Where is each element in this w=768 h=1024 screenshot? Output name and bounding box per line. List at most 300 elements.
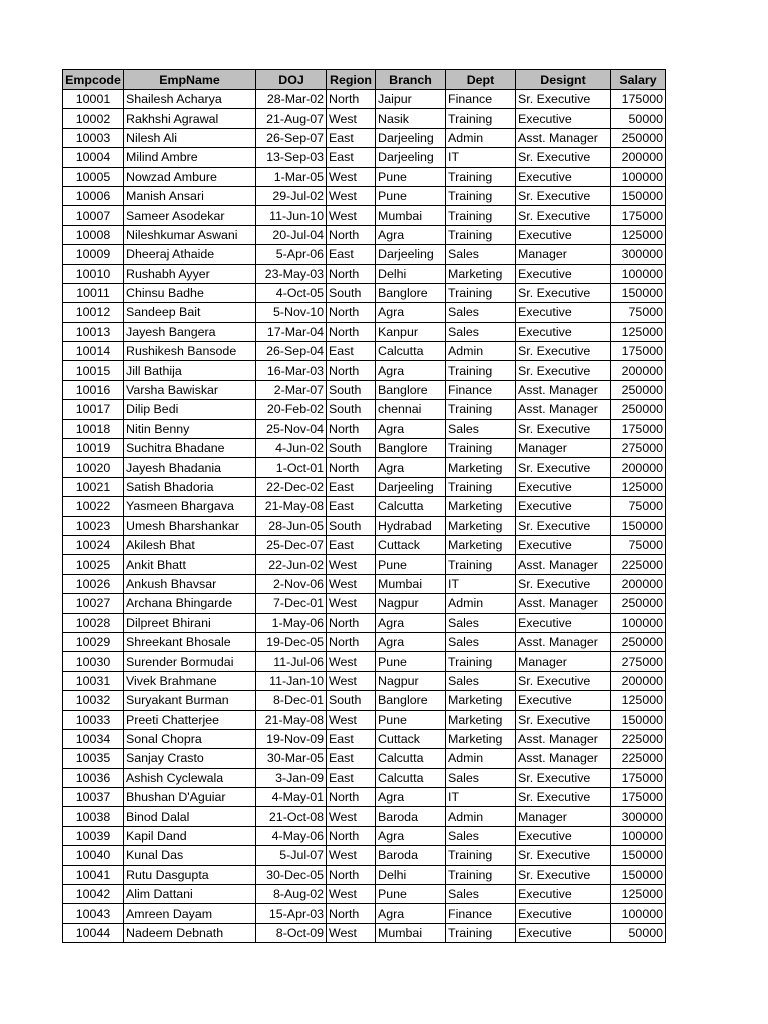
cell-branch: Calcutta (376, 497, 446, 516)
cell-region: East (327, 729, 376, 748)
cell-salary: 100000 (611, 904, 666, 923)
cell-salary: 150000 (611, 846, 666, 865)
table-row (63, 749, 666, 768)
cell-region: West (327, 846, 376, 865)
cell-doj: 28-Jun-05 (256, 516, 327, 535)
cell-empname: Milind Ambre (124, 148, 256, 167)
cell-empcode: 10025 (63, 555, 124, 574)
table-row (63, 497, 666, 516)
cell-designation: Asst. Manager (516, 632, 611, 651)
cell-branch: Banglore (376, 283, 446, 302)
cell-designation: Sr. Executive (516, 148, 611, 167)
cell-region: South (327, 283, 376, 302)
table-row (63, 710, 666, 729)
cell-region: North (327, 225, 376, 244)
cell-doj: 21-Oct-08 (256, 807, 327, 826)
cell-branch: Cuttack (376, 729, 446, 748)
cell-empcode: 10032 (63, 691, 124, 710)
cell-empname: Preeti Chatterjee (124, 710, 256, 729)
cell-empcode: 10039 (63, 826, 124, 845)
cell-empname: Varsha Bawiskar (124, 380, 256, 399)
cell-salary: 200000 (611, 671, 666, 690)
cell-salary: 300000 (611, 245, 666, 264)
cell-doj: 25-Dec-07 (256, 535, 327, 554)
cell-doj: 8-Dec-01 (256, 691, 327, 710)
cell-designation: Executive (516, 613, 611, 632)
cell-designation: Executive (516, 885, 611, 904)
table-row (63, 90, 666, 109)
cell-dept: IT (446, 574, 516, 593)
cell-region: North (327, 361, 376, 380)
cell-empcode: 10038 (63, 807, 124, 826)
cell-branch: Jaipur (376, 90, 446, 109)
cell-dept: Training (446, 652, 516, 671)
table-row (63, 458, 666, 477)
cell-empname: Binod Dalal (124, 807, 256, 826)
cell-region: South (327, 516, 376, 535)
cell-designation: Asst. Manager (516, 749, 611, 768)
cell-dept: Training (446, 923, 516, 942)
cell-branch: Baroda (376, 846, 446, 865)
cell-salary: 175000 (611, 342, 666, 361)
header-doj: DOJ (256, 70, 327, 90)
cell-dept: Admin (446, 128, 516, 147)
cell-region: West (327, 167, 376, 186)
cell-branch: Banglore (376, 439, 446, 458)
cell-dept: Training (446, 167, 516, 186)
cell-designation: Sr. Executive (516, 710, 611, 729)
cell-designation: Asst. Manager (516, 400, 611, 419)
cell-empname: Dilip Bedi (124, 400, 256, 419)
table-row (63, 885, 666, 904)
cell-empcode: 10002 (63, 109, 124, 128)
table-row (63, 264, 666, 283)
cell-region: East (327, 477, 376, 496)
cell-dept: Training (446, 206, 516, 225)
cell-designation: Sr. Executive (516, 283, 611, 302)
cell-salary: 200000 (611, 361, 666, 380)
cell-designation: Sr. Executive (516, 186, 611, 205)
cell-designation: Sr. Executive (516, 671, 611, 690)
cell-doj: 28-Mar-02 (256, 90, 327, 109)
cell-empname: Bhushan D'Aguiar (124, 788, 256, 807)
cell-salary: 100000 (611, 264, 666, 283)
table-row (63, 225, 666, 244)
cell-designation: Sr. Executive (516, 361, 611, 380)
header-dept: Dept (446, 70, 516, 90)
cell-designation: Executive (516, 477, 611, 496)
cell-empname: Yasmeen Bhargava (124, 497, 256, 516)
cell-branch: Agra (376, 632, 446, 651)
cell-branch: Agra (376, 419, 446, 438)
cell-empname: Archana Bhingarde (124, 594, 256, 613)
cell-branch: Pune (376, 885, 446, 904)
cell-salary: 250000 (611, 400, 666, 419)
cell-region: East (327, 535, 376, 554)
cell-empname: Chinsu Badhe (124, 283, 256, 302)
cell-region: North (327, 826, 376, 845)
cell-empcode: 10036 (63, 768, 124, 787)
cell-doj: 3-Jan-09 (256, 768, 327, 787)
cell-salary: 75000 (611, 497, 666, 516)
cell-empcode: 10004 (63, 148, 124, 167)
table-row (63, 400, 666, 419)
cell-doj: 11-Jun-10 (256, 206, 327, 225)
cell-branch: Banglore (376, 380, 446, 399)
cell-branch: Pune (376, 555, 446, 574)
cell-salary: 100000 (611, 826, 666, 845)
cell-salary: 250000 (611, 594, 666, 613)
cell-region: West (327, 671, 376, 690)
cell-designation: Sr. Executive (516, 90, 611, 109)
cell-branch: Calcutta (376, 768, 446, 787)
cell-empcode: 10010 (63, 264, 124, 283)
cell-empcode: 10018 (63, 419, 124, 438)
cell-salary: 150000 (611, 283, 666, 302)
cell-empname: Nilesh Ali (124, 128, 256, 147)
cell-dept: Sales (446, 303, 516, 322)
cell-dept: Training (446, 283, 516, 302)
cell-salary: 250000 (611, 632, 666, 651)
cell-empname: Shailesh Acharya (124, 90, 256, 109)
cell-empname: Nadeem Debnath (124, 923, 256, 942)
cell-empname: Manish Ansari (124, 186, 256, 205)
cell-region: North (327, 904, 376, 923)
cell-empcode: 10029 (63, 632, 124, 651)
cell-salary: 125000 (611, 691, 666, 710)
employee-table (62, 69, 666, 943)
cell-empcode: 10026 (63, 574, 124, 593)
cell-empname: Nileshkumar Aswani (124, 225, 256, 244)
cell-dept: Marketing (446, 516, 516, 535)
cell-region: North (327, 322, 376, 341)
cell-empname: Nowzad Ambure (124, 167, 256, 186)
cell-doj: 8-Aug-02 (256, 885, 327, 904)
cell-empcode: 10013 (63, 322, 124, 341)
cell-doj: 2-Mar-07 (256, 380, 327, 399)
cell-salary: 150000 (611, 186, 666, 205)
cell-designation: Asst. Manager (516, 128, 611, 147)
table-row (63, 245, 666, 264)
cell-empcode: 10020 (63, 458, 124, 477)
cell-branch: Kanpur (376, 322, 446, 341)
cell-designation: Executive (516, 535, 611, 554)
cell-empcode: 10009 (63, 245, 124, 264)
cell-empcode: 10016 (63, 380, 124, 399)
table-row (63, 729, 666, 748)
table-row (63, 652, 666, 671)
cell-dept: Training (446, 361, 516, 380)
cell-dept: Training (446, 109, 516, 128)
cell-designation: Executive (516, 826, 611, 845)
cell-empname: Shreekant Bhosale (124, 632, 256, 651)
cell-region: East (327, 342, 376, 361)
cell-branch: Hydrabad (376, 516, 446, 535)
cell-empname: Jill Bathija (124, 361, 256, 380)
cell-doj: 5-Jul-07 (256, 846, 327, 865)
cell-designation: Executive (516, 167, 611, 186)
cell-region: South (327, 380, 376, 399)
cell-region: East (327, 148, 376, 167)
cell-empcode: 10014 (63, 342, 124, 361)
cell-doj: 22-Jun-02 (256, 555, 327, 574)
cell-empcode: 10042 (63, 885, 124, 904)
cell-region: North (327, 90, 376, 109)
cell-designation: Asst. Manager (516, 555, 611, 574)
cell-region: North (327, 458, 376, 477)
cell-dept: IT (446, 788, 516, 807)
cell-dept: Training (446, 846, 516, 865)
cell-empname: Rutu Dasgupta (124, 865, 256, 884)
cell-dept: Marketing (446, 458, 516, 477)
table-row (63, 516, 666, 535)
cell-region: West (327, 923, 376, 942)
cell-empcode: 10003 (63, 128, 124, 147)
cell-region: North (327, 613, 376, 632)
cell-empname: Rushikesh Bansode (124, 342, 256, 361)
cell-designation: Manager (516, 245, 611, 264)
table-row (63, 555, 666, 574)
cell-branch: Mumbai (376, 923, 446, 942)
header-designation: Designt (516, 70, 611, 90)
cell-empcode: 10030 (63, 652, 124, 671)
cell-salary: 175000 (611, 419, 666, 438)
cell-doj: 1-Mar-05 (256, 167, 327, 186)
cell-empname: Jayesh Bhadania (124, 458, 256, 477)
cell-designation: Executive (516, 109, 611, 128)
cell-branch: Agra (376, 361, 446, 380)
cell-region: North (327, 419, 376, 438)
cell-region: East (327, 768, 376, 787)
cell-branch: Nagpur (376, 594, 446, 613)
cell-salary: 100000 (611, 613, 666, 632)
cell-doj: 21-May-08 (256, 497, 327, 516)
cell-doj: 4-May-01 (256, 788, 327, 807)
cell-empname: Rakhshi Agrawal (124, 109, 256, 128)
cell-salary: 125000 (611, 225, 666, 244)
cell-region: North (327, 303, 376, 322)
cell-dept: Training (446, 555, 516, 574)
cell-empcode: 10040 (63, 846, 124, 865)
cell-branch: Banglore (376, 691, 446, 710)
cell-empname: Jayesh Bangera (124, 322, 256, 341)
cell-region: West (327, 807, 376, 826)
cell-salary: 150000 (611, 710, 666, 729)
cell-dept: Sales (446, 632, 516, 651)
cell-empname: Sanjay Crasto (124, 749, 256, 768)
cell-empcode: 10005 (63, 167, 124, 186)
cell-designation: Sr. Executive (516, 516, 611, 535)
cell-designation: Asst. Manager (516, 729, 611, 748)
cell-empname: Surender Bormudai (124, 652, 256, 671)
cell-doj: 26-Sep-07 (256, 128, 327, 147)
cell-doj: 20-Jul-04 (256, 225, 327, 244)
cell-empcode: 10031 (63, 671, 124, 690)
cell-salary: 200000 (611, 458, 666, 477)
cell-designation: Executive (516, 923, 611, 942)
cell-branch: Baroda (376, 807, 446, 826)
cell-region: North (327, 788, 376, 807)
cell-empname: Sameer Asodekar (124, 206, 256, 225)
cell-dept: Admin (446, 342, 516, 361)
cell-branch: Calcutta (376, 749, 446, 768)
cell-salary: 300000 (611, 807, 666, 826)
cell-region: West (327, 574, 376, 593)
cell-dept: Finance (446, 904, 516, 923)
cell-region: South (327, 691, 376, 710)
cell-doj: 11-Jan-10 (256, 671, 327, 690)
table-row (63, 923, 666, 942)
cell-designation: Executive (516, 691, 611, 710)
cell-doj: 4-Jun-02 (256, 439, 327, 458)
cell-empname: Umesh Bharshankar (124, 516, 256, 535)
cell-dept: IT (446, 148, 516, 167)
table-body (63, 90, 666, 943)
cell-salary: 225000 (611, 555, 666, 574)
cell-region: South (327, 439, 376, 458)
table-row (63, 303, 666, 322)
cell-branch: Nagpur (376, 671, 446, 690)
cell-designation: Sr. Executive (516, 846, 611, 865)
cell-empcode: 10044 (63, 923, 124, 942)
cell-dept: Finance (446, 90, 516, 109)
cell-designation: Executive (516, 322, 611, 341)
cell-dept: Marketing (446, 710, 516, 729)
cell-branch: Delhi (376, 865, 446, 884)
cell-doj: 15-Apr-03 (256, 904, 327, 923)
cell-empname: Dilpreet Bhirani (124, 613, 256, 632)
cell-branch: Darjeeling (376, 128, 446, 147)
cell-empcode: 10033 (63, 710, 124, 729)
cell-doj: 19-Dec-05 (256, 632, 327, 651)
cell-empcode: 10017 (63, 400, 124, 419)
cell-branch: Agra (376, 788, 446, 807)
table-row (63, 691, 666, 710)
cell-doj: 5-Apr-06 (256, 245, 327, 264)
cell-empcode: 10028 (63, 613, 124, 632)
cell-branch: Darjeeling (376, 245, 446, 264)
cell-branch: Agra (376, 826, 446, 845)
cell-designation: Sr. Executive (516, 768, 611, 787)
cell-region: West (327, 652, 376, 671)
cell-dept: Training (446, 186, 516, 205)
cell-salary: 125000 (611, 477, 666, 496)
cell-designation: Sr. Executive (516, 206, 611, 225)
cell-empcode: 10001 (63, 90, 124, 109)
table-row (63, 439, 666, 458)
cell-empcode: 10041 (63, 865, 124, 884)
cell-empname: Suryakant Burman (124, 691, 256, 710)
cell-region: North (327, 264, 376, 283)
table-row (63, 807, 666, 826)
cell-designation: Executive (516, 264, 611, 283)
cell-doj: 4-Oct-05 (256, 283, 327, 302)
cell-empname: Kapil Dand (124, 826, 256, 845)
cell-dept: Training (446, 225, 516, 244)
cell-designation: Manager (516, 439, 611, 458)
cell-branch: Darjeeling (376, 477, 446, 496)
cell-region: West (327, 206, 376, 225)
table-row (63, 613, 666, 632)
cell-branch: Agra (376, 613, 446, 632)
cell-dept: Marketing (446, 264, 516, 283)
cell-region: North (327, 632, 376, 651)
cell-dept: Training (446, 477, 516, 496)
cell-designation: Executive (516, 904, 611, 923)
cell-dept: Sales (446, 613, 516, 632)
cell-dept: Marketing (446, 729, 516, 748)
cell-designation: Asst. Manager (516, 380, 611, 399)
cell-dept: Sales (446, 671, 516, 690)
cell-designation: Sr. Executive (516, 865, 611, 884)
cell-empcode: 10027 (63, 594, 124, 613)
cell-dept: Sales (446, 322, 516, 341)
cell-salary: 275000 (611, 652, 666, 671)
header-salary: Salary (611, 70, 666, 90)
cell-doj: 7-Dec-01 (256, 594, 327, 613)
table-row (63, 419, 666, 438)
cell-dept: Sales (446, 419, 516, 438)
table-row (63, 167, 666, 186)
cell-salary: 175000 (611, 90, 666, 109)
cell-salary: 175000 (611, 788, 666, 807)
cell-empname: Ankush Bhavsar (124, 574, 256, 593)
cell-branch: Cuttack (376, 535, 446, 554)
cell-doj: 16-Mar-03 (256, 361, 327, 380)
cell-doj: 19-Nov-09 (256, 729, 327, 748)
cell-region: West (327, 555, 376, 574)
cell-dept: Sales (446, 885, 516, 904)
cell-region: West (327, 109, 376, 128)
cell-dept: Admin (446, 807, 516, 826)
header-branch: Branch (376, 70, 446, 90)
cell-doj: 22-Dec-02 (256, 477, 327, 496)
table-row (63, 342, 666, 361)
cell-empname: Sonal Chopra (124, 729, 256, 748)
cell-dept: Sales (446, 245, 516, 264)
cell-region: West (327, 885, 376, 904)
cell-designation: Manager (516, 652, 611, 671)
cell-dept: Admin (446, 594, 516, 613)
cell-branch: Agra (376, 904, 446, 923)
cell-doj: 21-May-08 (256, 710, 327, 729)
cell-empname: Kunal Das (124, 846, 256, 865)
cell-doj: 26-Sep-04 (256, 342, 327, 361)
cell-empname: Rushabh Ayyer (124, 264, 256, 283)
cell-designation: Executive (516, 225, 611, 244)
cell-empname: Suchitra Bhadane (124, 439, 256, 458)
cell-salary: 175000 (611, 206, 666, 225)
table-row (63, 594, 666, 613)
cell-salary: 125000 (611, 885, 666, 904)
header-empname: EmpName (124, 70, 256, 90)
table-row (63, 128, 666, 147)
table-row (63, 283, 666, 302)
cell-doj: 11-Jul-06 (256, 652, 327, 671)
header-row (63, 70, 666, 90)
cell-salary: 100000 (611, 167, 666, 186)
cell-salary: 225000 (611, 749, 666, 768)
cell-region: West (327, 594, 376, 613)
cell-doj: 20-Feb-02 (256, 400, 327, 419)
table-row (63, 206, 666, 225)
cell-region: West (327, 186, 376, 205)
cell-empname: Alim Dattani (124, 885, 256, 904)
cell-branch: Delhi (376, 264, 446, 283)
cell-salary: 150000 (611, 865, 666, 884)
cell-designation: Sr. Executive (516, 574, 611, 593)
table-row (63, 846, 666, 865)
